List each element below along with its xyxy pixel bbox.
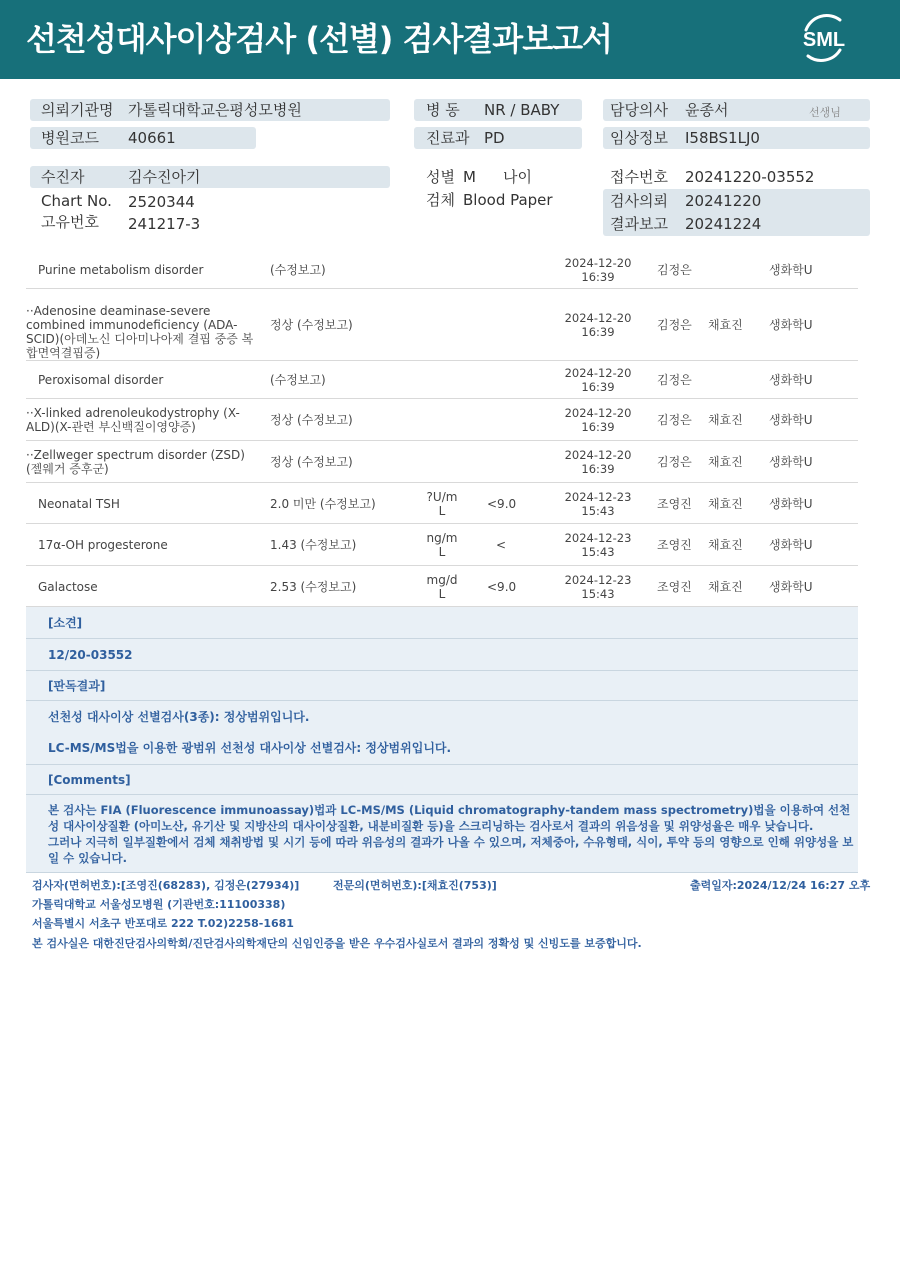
result-date: 2024-12-20 <box>564 366 632 380</box>
result-value: 정상 (수정보고) <box>270 455 353 469</box>
tester-name: 김정은 <box>657 263 692 277</box>
table-row <box>26 441 858 483</box>
request-label: 검사의뢰 <box>610 192 668 210</box>
reviewer-name: 채효진 <box>708 455 743 469</box>
hospital-code-label: 병원코드 <box>41 129 99 147</box>
receipt-value: 20241220-03552 <box>685 168 815 186</box>
table-row <box>26 251 858 289</box>
specimen-label: 검체 <box>426 191 455 209</box>
test-name: ··Zellweger spectrum disorder (ZSD)(젤웨거 증후군) <box>26 448 245 476</box>
judgment-header-row <box>26 671 858 701</box>
result-time: 16:39 <box>581 462 615 476</box>
result-time: 15:43 <box>581 545 615 559</box>
table-row <box>26 524 858 566</box>
chart-no-label: Chart No. <box>41 192 112 210</box>
specialist-info: 전문의(면허번호):[채효진(753)] <box>333 879 497 892</box>
table-row <box>26 483 858 524</box>
department-code: 생화학U <box>769 263 813 277</box>
result-time: 16:39 <box>581 270 615 284</box>
judgment-row <box>26 701 858 765</box>
address-info: 서울특별시 서초구 반포대로 222 T.02)2258-1681 <box>32 917 294 930</box>
receipt-ref-row <box>26 639 858 671</box>
print-date: 출력일자:2024/12/24 16:27 오후 <box>690 879 871 892</box>
clinical-value: I58BS1LJ0 <box>685 129 760 147</box>
tester-name: 김정은 <box>657 373 692 387</box>
receipt-label: 접수번호 <box>610 168 668 186</box>
test-name: Purine metabolism disorder <box>38 263 204 277</box>
reviewer-name: 채효진 <box>708 538 743 552</box>
table-row <box>26 361 858 399</box>
age-label: 나이 <box>503 168 532 186</box>
result-date: 2024-12-20 <box>564 256 632 270</box>
result-time: 16:39 <box>581 380 615 394</box>
reviewer-name: 채효진 <box>708 318 743 332</box>
test-name: ··X-linked adrenoleukodystrophy (X-ALD)(X-관련 부신백질이영양증) <box>26 406 240 434</box>
reviewer-name: 채효진 <box>708 580 743 594</box>
ward-value: NR / BABY <box>484 101 560 119</box>
reviewer-name: 채효진 <box>708 413 743 427</box>
judgment-header: [판독결과] <box>48 679 106 693</box>
reference-range: <9.0 <box>487 580 517 594</box>
result-unit: mg/dL <box>426 573 458 601</box>
ward-label: 병 동 <box>426 101 460 119</box>
result-value: (수정보고) <box>270 373 326 387</box>
test-name: ··Adenosine deaminase-severe combined immunodeficiency (ADA-SCID)(아데노신 디아미나아제 결핍 중증 복합면역결핍증) <box>26 304 254 360</box>
sex-value: M <box>463 168 476 186</box>
tester-name: 김정은 <box>657 318 692 332</box>
report-title: 선천성대사이상검사 (선별) 검사결과보고서 <box>26 20 612 58</box>
department-code: 생화학U <box>769 455 813 469</box>
test-name: Peroxisomal disorder <box>38 373 164 387</box>
department-code: 생화학U <box>769 373 813 387</box>
findings-header: [소견] <box>48 616 83 630</box>
department-code: 생화학U <box>769 413 813 427</box>
department-code: 생화학U <box>769 318 813 332</box>
result-value: (수정보고) <box>270 263 326 277</box>
report-header <box>0 0 900 79</box>
examinee-value: 김수진아기 <box>128 168 201 186</box>
doctor-label: 담당의사 <box>610 101 668 119</box>
result-time: 16:39 <box>581 420 615 434</box>
report-date-label: 결과보고 <box>610 215 668 233</box>
hospital-code-value: 40661 <box>128 129 176 147</box>
result-date: 2024-12-20 <box>564 406 632 420</box>
result-unit: ng/mL <box>426 531 458 559</box>
certification-note: 본 검사실은 대한진단검사의학회/진단검사의학재단의 신임인증을 받은 우수검사실로서 결과의 정확성 및 신빙도를 보증합니다. <box>32 937 642 950</box>
receipt-ref: 12/20-03552 <box>48 648 133 662</box>
logo-text: SML <box>802 29 846 51</box>
tester-name: 김정은 <box>657 413 692 427</box>
comments-body-row <box>26 795 858 873</box>
result-time: 16:39 <box>581 325 615 339</box>
examiners-info: 검사자(면허번호):[조영진(68283), 김정은(27934)] <box>32 879 300 892</box>
result-value: 정상 (수정보고) <box>270 413 353 427</box>
table-row <box>26 289 858 361</box>
comments-header: [Comments] <box>48 773 131 787</box>
result-value: 정상 (수정보고) <box>270 318 353 332</box>
hospital-info: 가톨릭대학교 서울성모병원 (기관번호:11100338) <box>32 898 286 911</box>
department-value: PD <box>484 129 505 147</box>
department-code: 생화학U <box>769 538 813 552</box>
tester-name: 김정은 <box>657 455 692 469</box>
comments-text-2: 그러나 지극히 일부질환에서 검체 채취방법 및 시기 등에 따라 위음성의 결과가 나올 수 있으며, 저체중아, 수유형태, 식이, 투약 등의 영향으로 인해 위양성을 보일 수 있습니다. <box>48 835 854 865</box>
result-time: 15:43 <box>581 504 615 518</box>
sex-label: 성별 <box>426 168 455 186</box>
comments-header-row <box>26 765 858 795</box>
department-label: 진료과 <box>426 129 470 147</box>
findings-header-row <box>26 607 858 639</box>
table-row <box>26 566 858 607</box>
doctor-value: 윤종서 <box>685 101 729 119</box>
unique-no-value: 241217-3 <box>128 215 201 233</box>
test-name: Neonatal TSH <box>38 497 120 511</box>
reference-range: <9.0 <box>487 497 517 511</box>
result-value: 2.53 (수정보고) <box>270 580 357 594</box>
unique-no-label: 고유번호 <box>41 213 99 231</box>
clinical-label: 임상정보 <box>610 129 668 147</box>
reference-range: < <box>496 538 507 552</box>
institution-label: 의뢰기관명 <box>41 101 114 119</box>
table-row <box>26 399 858 441</box>
institution-value: 가톨릭대학교은평성모병원 <box>128 101 302 119</box>
judgment-line-1: 선천성 대사이상 선별검사(3종): 정상범위입니다. <box>48 710 310 724</box>
judgment-line-2: LC-MS/MS법을 이용한 광범위 선천성 대사이상 선별검사: 정상범위입니다. <box>48 741 452 755</box>
department-code: 생화학U <box>769 580 813 594</box>
chart-no-value: 2520344 <box>128 193 195 211</box>
tester-name: 조영진 <box>657 538 692 552</box>
result-value: 1.43 (수정보고) <box>270 538 357 552</box>
reviewer-name: 채효진 <box>708 497 743 511</box>
department-code: 생화학U <box>769 497 813 511</box>
test-name: 17α-OH progesterone <box>38 538 168 552</box>
result-value: 2.0 미만 (수정보고) <box>270 497 376 511</box>
request-value: 20241220 <box>685 192 762 210</box>
result-time: 15:43 <box>581 587 615 601</box>
report-date-value: 20241224 <box>685 215 762 233</box>
result-date: 2024-12-23 <box>564 490 632 504</box>
result-date: 2024-12-23 <box>564 531 632 545</box>
result-date: 2024-12-23 <box>564 573 632 587</box>
result-unit: ?U/mL <box>426 490 458 518</box>
result-date: 2024-12-20 <box>564 311 632 325</box>
tester-name: 조영진 <box>657 580 692 594</box>
specimen-value: Blood Paper <box>463 191 553 209</box>
sml-logo-icon <box>796 12 852 66</box>
tester-name: 조영진 <box>657 497 692 511</box>
comments-text-1: 본 검사는 FIA (Fluorescence immunoassay)법과 LC-MS/MS (Liquid chromatography-tandem mass spectrometry)법을 이용하여 선천성 대사이상질환 (아미노산, 유기산 및 지방산의 대사이상질환, 내분비질환 등)을 스크리닝하는 검사로서 결과의 위음성을 및 위양성율은 매우 낮습니다. <box>48 803 851 833</box>
examinee-label: 수진자 <box>41 168 85 186</box>
result-date: 2024-12-20 <box>564 448 632 462</box>
doctor-suffix: 선생님 <box>809 106 841 119</box>
test-name: Galactose <box>38 580 98 594</box>
